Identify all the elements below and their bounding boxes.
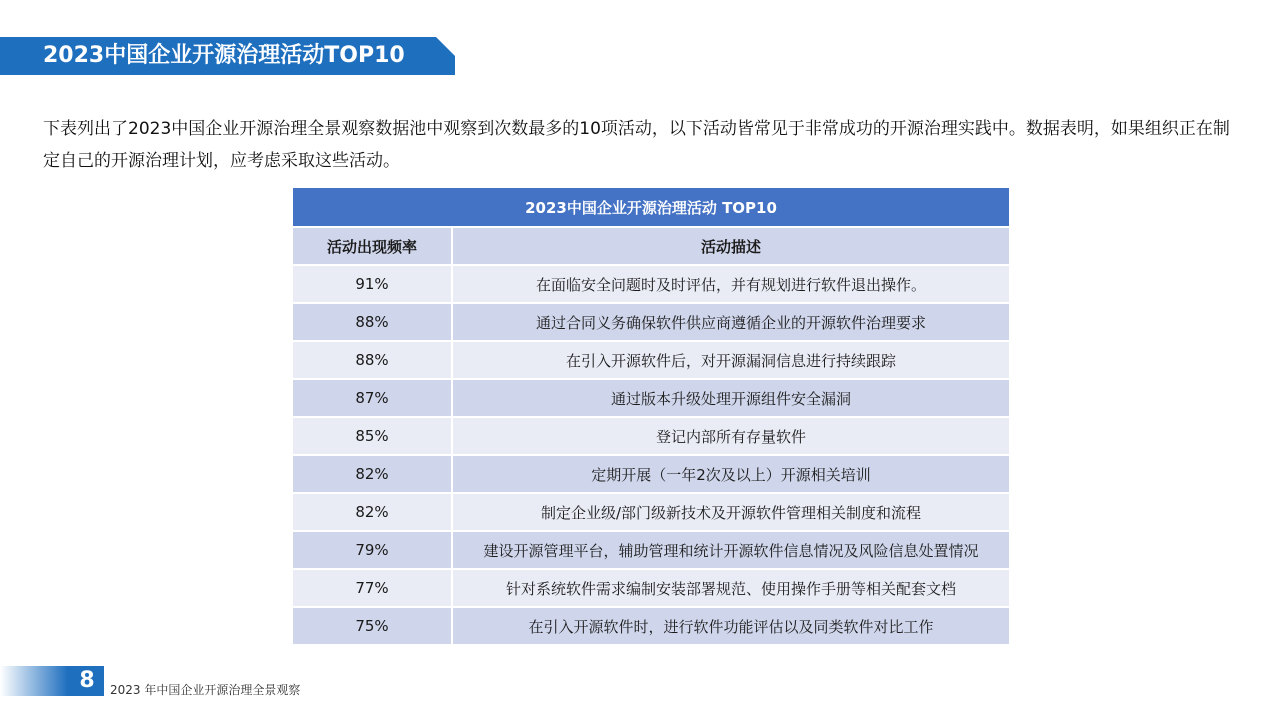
intro-paragraph: 下表列出了2023中国企业开源治理全景观察数据池中观察到次数最多的10项活动，以下活动皆常见于非常成功的开源治理实践中。数据表明，如果组织正在制定自己的开源治理计划，应考虑采取这些活动。: [43, 119, 1230, 171]
frequency-cell: 88%: [293, 341, 452, 379]
table-row: [293, 455, 1009, 493]
table-row: [293, 569, 1009, 607]
table-row: [293, 265, 1009, 303]
description-cell: 制定企业级/部门级新技术及开源软件管理相关制度和流程: [452, 493, 1009, 531]
frequency-cell: 88%: [293, 303, 452, 341]
description-cell: 在面临安全问题时及时评估，并有规划进行软件退出操作。: [452, 265, 1009, 303]
page-number: 8: [79, 668, 95, 693]
frequency-cell: 79%: [293, 531, 452, 569]
description-cell: 在引入开源软件时，进行软件功能评估以及同类软件对比工作: [452, 607, 1009, 645]
description-cell: 针对系统软件需求编制安装部署规范、使用操作手册等相关配套文档: [452, 569, 1009, 607]
top10-table-wrapper: [293, 188, 1009, 646]
frequency-cell: 82%: [293, 455, 452, 493]
table-caption-row: [293, 188, 1009, 227]
description-cell: 定期开展（一年2次及以上）开源相关培训: [452, 455, 1009, 493]
frequency-cell: 85%: [293, 417, 452, 455]
frequency-cell: 91%: [293, 265, 452, 303]
table-row: [293, 379, 1009, 417]
frequency-cell: 82%: [293, 493, 452, 531]
description-cell: 通过版本升级处理开源组件安全漏洞: [452, 379, 1009, 417]
column-header-description: 活动描述: [452, 227, 1009, 265]
frequency-cell: 75%: [293, 607, 452, 645]
table-row: [293, 303, 1009, 341]
description-cell: 在引入开源软件后，对开源漏洞信息进行持续跟踪: [452, 341, 1009, 379]
page-title: 2023中国企业开源治理活动TOP10: [43, 43, 405, 68]
table-row: [293, 493, 1009, 531]
description-cell: 建设开源管理平台，辅助管理和统计开源软件信息情况及风险信息处置情况: [452, 531, 1009, 569]
frequency-cell: 87%: [293, 379, 452, 417]
description-cell: 通过合同义务确保软件供应商遵循企业的开源软件治理要求: [452, 303, 1009, 341]
column-header-frequency: 活动出现频率: [293, 227, 452, 265]
table-row: [293, 417, 1009, 455]
table-caption: 2023中国企业开源治理活动 TOP10: [293, 188, 1009, 227]
frequency-cell: 77%: [293, 569, 452, 607]
footer-text: 2023 年中国企业开源治理全景观察: [110, 683, 301, 697]
table-row: [293, 607, 1009, 645]
description-cell: 登记内部所有存量软件: [452, 417, 1009, 455]
table-row: [293, 341, 1009, 379]
table-row: [293, 531, 1009, 569]
table-header-row: [293, 227, 1009, 265]
top10-table: [293, 188, 1009, 646]
